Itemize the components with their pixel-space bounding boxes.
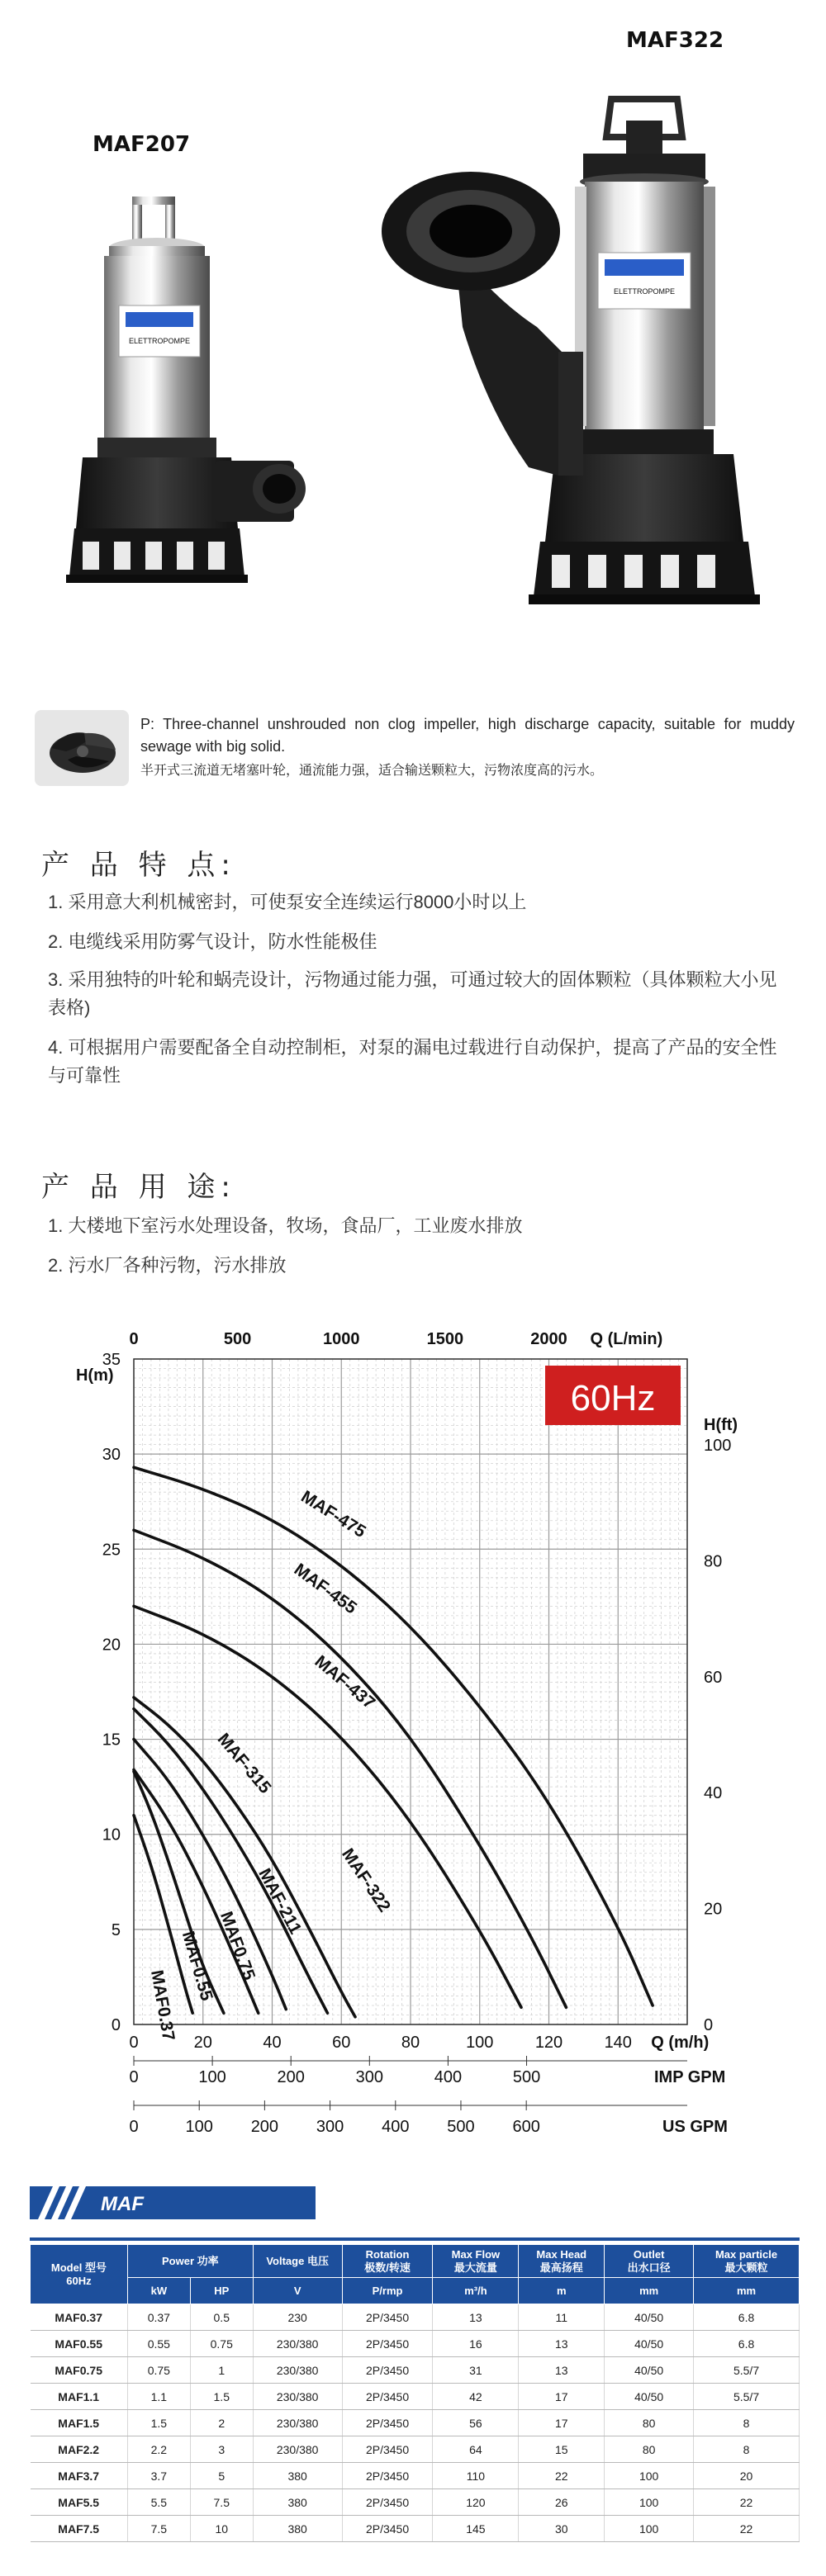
maf322-pump-image — [363, 79, 793, 624]
table-cell: 0.55 — [127, 2331, 190, 2357]
top-tick-label: 500 — [223, 1330, 252, 1348]
series-label: MAF0.55 — [178, 1929, 216, 2003]
th-rotation: Rotation 极数/转速 — [342, 2245, 433, 2278]
table-row — [31, 2331, 800, 2357]
us-tick-label: 100 — [185, 2118, 213, 2136]
us-tick-label: 200 — [250, 2118, 279, 2136]
brand-label-2: ELETTROPOMPE — [613, 287, 676, 296]
maf-section-bar — [30, 2186, 316, 2219]
table-cell: 230/380 — [253, 2357, 342, 2384]
y-tick-label: 35 — [102, 1351, 121, 1369]
us-axis-label: US GPM — [662, 2118, 728, 2136]
table-cell: 8 — [694, 2410, 800, 2436]
series-label: MAF-315 — [213, 1730, 275, 1797]
model-cell: MAF0.37 — [31, 2304, 128, 2331]
x-tick-label: 60 — [332, 2034, 351, 2052]
y2-tick-label: 20 — [704, 1900, 723, 1919]
table-cell: 7.5 — [127, 2516, 190, 2542]
x-tick-label: 40 — [263, 2034, 282, 2052]
imp-tick-label: 300 — [355, 2068, 384, 2086]
table-cell: 0.75 — [190, 2331, 253, 2357]
table-cell: 80 — [605, 2436, 694, 2463]
series-label: MAF-322 — [338, 1844, 395, 1916]
model-cell: MAF1.5 — [31, 2410, 128, 2436]
table-cell: 100 — [605, 2516, 694, 2542]
table-cell: 40/50 — [605, 2357, 694, 2384]
table-cell: 3.7 — [127, 2463, 190, 2489]
table-cell: 2P/3450 — [342, 2436, 433, 2463]
table-row — [31, 2463, 800, 2489]
us-tick-label: 300 — [316, 2118, 344, 2136]
table-cell: 2P/3450 — [342, 2463, 433, 2489]
th-voltage: Voltage 电压 — [253, 2245, 342, 2278]
table-cell: 40/50 — [605, 2384, 694, 2410]
table-cell: 11 — [519, 2304, 605, 2331]
feature-item: 3. 采用独特的叶轮和蜗壳设计，污物通过能力强，可通过较大的固体颗粒（具体颗粒大小见表格) — [48, 969, 777, 1018]
th-model: Model 型号 60Hz — [31, 2245, 128, 2304]
table-cell: 230/380 — [253, 2410, 342, 2436]
table-cell: 145 — [433, 2516, 519, 2542]
th-outlet: Outlet 出水口径 — [605, 2245, 694, 2278]
maf207-label: MAF207 — [93, 132, 191, 157]
table-cell: 8 — [694, 2436, 800, 2463]
performance-chart — [0, 1321, 826, 2155]
y2-tick-label: 0 — [704, 2016, 714, 2034]
model-cell: MAF7.5 — [31, 2516, 128, 2542]
us-tick-label: 400 — [382, 2118, 410, 2136]
y2-tick-label: 40 — [704, 1784, 723, 1803]
top-tick-label: 1000 — [322, 1330, 360, 1348]
impeller-icon — [35, 710, 129, 786]
model-cell: MAF0.75 — [31, 2357, 128, 2384]
table-cell: 17 — [519, 2410, 605, 2436]
y-tick-label: 15 — [102, 1731, 121, 1750]
series-label: MAF-455 — [290, 1560, 361, 1618]
x-tick-label: 100 — [466, 2034, 494, 2052]
imp-tick-label: 400 — [434, 2068, 463, 2086]
section-divider — [30, 2237, 800, 2241]
x-axis-label: Q (m/h) — [651, 2034, 710, 2052]
maf322-label: MAF322 — [626, 28, 724, 53]
top-tick-label: 2000 — [530, 1330, 567, 1348]
imp-tick-label: 200 — [277, 2068, 305, 2086]
x-tick-label: 80 — [401, 2034, 420, 2052]
y2-tick-label: 60 — [704, 1668, 723, 1687]
impeller-image — [35, 710, 129, 786]
top-axis-label: Q (L/min) — [590, 1330, 663, 1348]
us-tick-label: 600 — [512, 2118, 540, 2136]
table-row — [31, 2436, 800, 2463]
model-cell: MAF3.7 — [31, 2463, 128, 2489]
th-unit: HP — [190, 2278, 253, 2304]
imp-tick-label: 0 — [129, 2068, 139, 2086]
table-cell: 230/380 — [253, 2436, 342, 2463]
y-tick-label: 10 — [102, 1825, 121, 1844]
maf-section-label: MAF — [101, 2193, 144, 2215]
table-row — [31, 2357, 800, 2384]
table-cell: 30 — [519, 2516, 605, 2542]
brand-label: ELETTROPOMPE — [128, 337, 191, 345]
th-unit: P/rmp — [342, 2278, 433, 2304]
usage-item: 1. 大楼地下室污水处理设备，牧场，食品厂，工业废水排放 — [48, 1215, 523, 1236]
spec-table — [30, 2244, 800, 2542]
table-cell: 2P/3450 — [342, 2516, 433, 2542]
table-cell: 380 — [253, 2489, 342, 2516]
table-cell: 230/380 — [253, 2384, 342, 2410]
spec-table-body — [31, 2304, 800, 2542]
imp-axis-label: IMP GPM — [654, 2068, 726, 2086]
series-label: MAF-475 — [297, 1487, 369, 1542]
table-cell: 100 — [605, 2489, 694, 2516]
th-unit: m — [519, 2278, 605, 2304]
series-label: MAF-211 — [254, 1865, 306, 1938]
table-cell: 80 — [605, 2410, 694, 2436]
model-cell: MAF1.1 — [31, 2384, 128, 2410]
table-row — [31, 2516, 800, 2542]
th-unit: mm — [605, 2278, 694, 2304]
th-unit: V — [253, 2278, 342, 2304]
th-unit: kW — [127, 2278, 190, 2304]
table-cell: 6.8 — [694, 2331, 800, 2357]
table-cell: 100 — [605, 2463, 694, 2489]
th-max-flow: Max Flow 最大流量 — [433, 2245, 519, 2278]
feature-item: 2. 电缆线采用防雾气设计，防水性能极佳 — [48, 931, 377, 952]
table-cell: 22 — [694, 2489, 800, 2516]
table-cell: 17 — [519, 2384, 605, 2410]
frequency-badge-text: 60Hz — [570, 1378, 656, 1418]
th-unit: m³/h — [433, 2278, 519, 2304]
table-cell: 42 — [433, 2384, 519, 2410]
model-cell: MAF5.5 — [31, 2489, 128, 2516]
feature-item: 4. 可根据用户需要配备全自动控制柜，对泵的漏电过载进行自动保护，提高了产品的安全性与可靠性 — [48, 1037, 777, 1086]
table-cell: 2P/3450 — [342, 2410, 433, 2436]
y-tick-label: 5 — [111, 1920, 121, 1939]
table-row — [31, 2384, 800, 2410]
table-cell: 10 — [190, 2516, 253, 2542]
table-cell: 230/380 — [253, 2331, 342, 2357]
x-tick-label: 0 — [129, 2034, 139, 2052]
stripes-icon — [30, 2186, 96, 2219]
th-power: Power 功率 — [127, 2245, 253, 2278]
table-cell: 40/50 — [605, 2304, 694, 2331]
y-axis-label: H(m) — [76, 1366, 114, 1385]
th-max-head: Max Head 最高扬程 — [519, 2245, 605, 2278]
impeller-description-cn: 半开式三流道无堵塞叶轮，通流能力强，适合输送颗粒大，污物浓度高的污水。 — [140, 764, 604, 778]
table-cell: 2P/3450 — [342, 2357, 433, 2384]
table-cell: 5 — [190, 2463, 253, 2489]
table-cell: 5.5/7 — [694, 2384, 800, 2410]
th-unit: mm — [694, 2278, 800, 2304]
table-cell: 2P/3450 — [342, 2331, 433, 2357]
model-cell: MAF2.2 — [31, 2436, 128, 2463]
table-cell: 20 — [694, 2463, 800, 2489]
table-cell: 15 — [519, 2436, 605, 2463]
y-tick-label: 25 — [102, 1541, 121, 1560]
table-cell: 2P/3450 — [342, 2384, 433, 2410]
performance-chart-svg — [0, 1321, 826, 2155]
table-row — [31, 2304, 800, 2331]
y2-tick-label: 100 — [704, 1437, 732, 1456]
table-cell: 6.8 — [694, 2304, 800, 2331]
imp-tick-label: 100 — [198, 2068, 226, 2086]
table-cell: 230 — [253, 2304, 342, 2331]
usage-title: 产 品 用 途: — [41, 1171, 236, 1204]
table-cell: 22 — [694, 2516, 800, 2542]
table-cell: 1.5 — [190, 2384, 253, 2410]
y2-tick-label: 80 — [704, 1552, 723, 1571]
model-cell: MAF0.55 — [31, 2331, 128, 2357]
usage-item: 2. 污水厂各种污物，污水排放 — [48, 1255, 287, 1276]
table-cell: 3 — [190, 2436, 253, 2463]
table-cell: 2.2 — [127, 2436, 190, 2463]
series-label: MAF-437 — [311, 1651, 379, 1713]
us-tick-label: 0 — [129, 2118, 139, 2136]
table-cell: 380 — [253, 2463, 342, 2489]
y2-axis-label: H(ft) — [704, 1416, 738, 1434]
table-cell: 2P/3450 — [342, 2489, 433, 2516]
us-tick-label: 500 — [447, 2118, 475, 2136]
table-cell: 16 — [433, 2331, 519, 2357]
y-tick-label: 30 — [102, 1446, 121, 1465]
table-cell: 0.5 — [190, 2304, 253, 2331]
table-cell: 2 — [190, 2410, 253, 2436]
imp-tick-label: 500 — [512, 2068, 541, 2086]
table-cell: 120 — [433, 2489, 519, 2516]
table-cell: 5.5 — [127, 2489, 190, 2516]
y-tick-label: 20 — [102, 1636, 121, 1655]
features-title: 产 品 特 点: — [41, 849, 236, 882]
table-cell: 1 — [190, 2357, 253, 2384]
table-cell: 40/50 — [605, 2331, 694, 2357]
x-tick-label: 20 — [193, 2034, 212, 2052]
table-cell: 5.5/7 — [694, 2357, 800, 2384]
y-tick-label: 0 — [111, 2016, 121, 2034]
th-max-particle: Max particle 最大颗粒 — [694, 2245, 800, 2278]
table-cell: 380 — [253, 2516, 342, 2542]
table-row — [31, 2489, 800, 2516]
series-label: MAF0.75 — [216, 1909, 259, 1983]
table-cell: 22 — [519, 2463, 605, 2489]
table-cell: 13 — [519, 2357, 605, 2384]
table-cell: 26 — [519, 2489, 605, 2516]
top-tick-label: 0 — [129, 1330, 139, 1348]
series-label: MAF0.37 — [147, 1968, 178, 2043]
table-cell: 13 — [519, 2331, 605, 2357]
table-cell: 31 — [433, 2357, 519, 2384]
x-tick-label: 120 — [534, 2034, 563, 2052]
table-cell: 0.75 — [127, 2357, 190, 2384]
table-cell: 0.37 — [127, 2304, 190, 2331]
table-cell: 1.5 — [127, 2410, 190, 2436]
table-cell: 13 — [433, 2304, 519, 2331]
feature-item: 1. 采用意大利机械密封，可使泵安全连续运行8000小时以上 — [48, 892, 527, 912]
maf207-pump-image — [50, 182, 363, 611]
table-cell: 1.1 — [127, 2384, 190, 2410]
table-cell: 110 — [433, 2463, 519, 2489]
table-row — [31, 2410, 800, 2436]
impeller-description-en: P: Three-channel unshrouded non clog impeller, high discharge capacity, suitable for muddy sewage with big solid. — [140, 716, 795, 755]
x-tick-label: 140 — [604, 2034, 632, 2052]
table-cell: 7.5 — [190, 2489, 253, 2516]
table-cell: 2P/3450 — [342, 2304, 433, 2331]
table-cell: 64 — [433, 2436, 519, 2463]
top-tick-label: 1500 — [426, 1330, 464, 1348]
table-cell: 56 — [433, 2410, 519, 2436]
